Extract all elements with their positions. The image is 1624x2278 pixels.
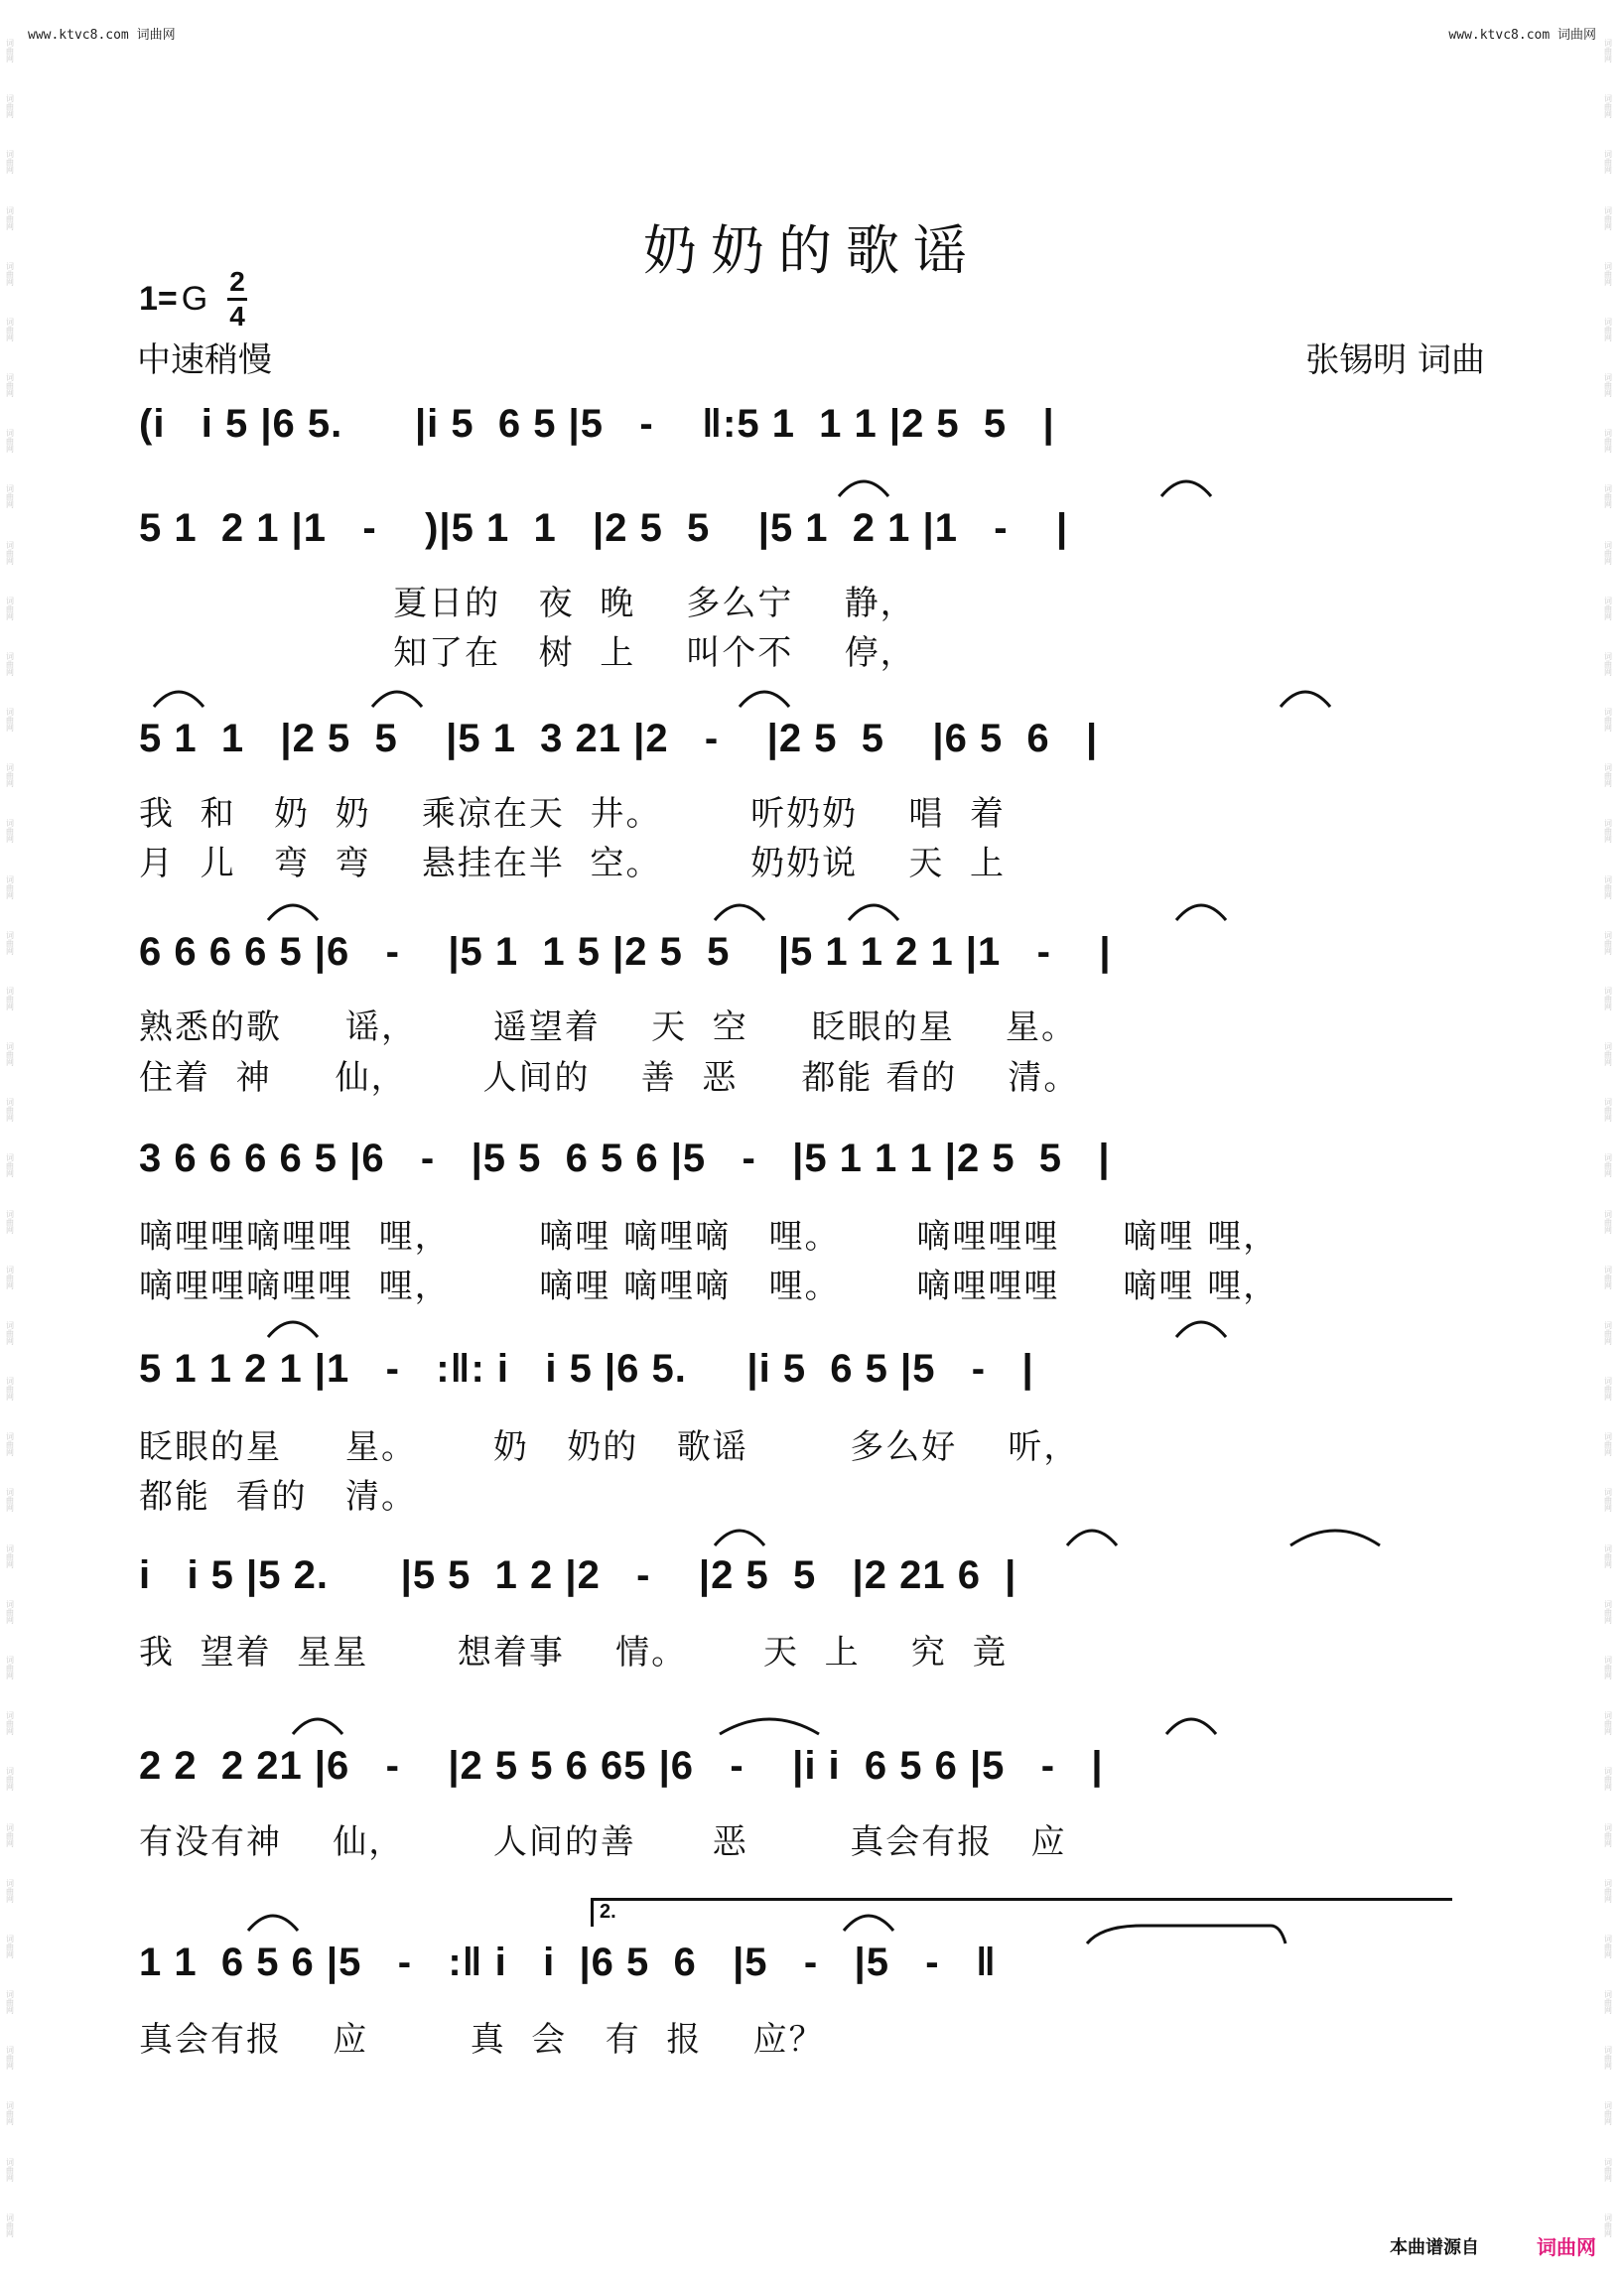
edge-watermark-mark: 词曲网 <box>6 1098 14 1124</box>
key-note: G <box>181 280 208 318</box>
tempo-marking: 中速稍慢 <box>137 340 272 380</box>
slur-mark <box>1176 905 1226 920</box>
edge-watermark-mark: 词曲网 <box>1604 986 1612 1011</box>
edge-watermark-mark: 词曲网 <box>1604 763 1612 789</box>
edge-watermark-mark: 词曲网 <box>1604 1655 1612 1680</box>
edge-watermark-mark: 词曲网 <box>6 1209 14 1235</box>
edge-watermark-mark: 词曲网 <box>1604 1042 1612 1068</box>
edge-watermark-mark: 词曲网 <box>1604 1320 1612 1346</box>
slur-mark <box>715 1531 764 1545</box>
edge-watermark-mark: 词曲网 <box>1604 819 1612 845</box>
edge-watermark-mark: 词曲网 <box>1604 596 1612 621</box>
volta-number: 2. <box>600 1901 616 1923</box>
edge-watermark-mark: 词曲网 <box>6 1878 14 1904</box>
edge-watermark-mark: 词曲网 <box>6 708 14 734</box>
edge-watermark-mark: 词曲网 <box>6 1377 14 1403</box>
slur-mark <box>268 1322 318 1337</box>
slur-mark <box>1161 481 1211 496</box>
slur-mark <box>1166 1719 1216 1734</box>
slur-mark <box>154 692 203 707</box>
edge-watermark-mark: 词曲网 <box>1604 1990 1612 2016</box>
notation-row-4: 6 6 6 6 5 |6 - |5 1 1 5 |2 5 5 |5 1 1 2 1 |1 - | <box>139 930 1112 974</box>
edge-watermark-mark: 词曲网 <box>6 1599 14 1625</box>
lyric-row-6-verse-2: 都能 看的 清。 <box>139 1477 418 1517</box>
edge-watermark-mark: 词曲网 <box>1604 94 1612 120</box>
edge-watermark-mark: 词曲网 <box>6 317 14 342</box>
edge-watermark-mark: 词曲网 <box>6 1042 14 1068</box>
notation-row-6: 5 1 1 2 1 |1 - :‖: i i 5 |6 5. |i 5 6 5 |5 - | <box>139 1347 1034 1391</box>
edge-watermark-mark: 词曲网 <box>1604 150 1612 176</box>
edge-watermark-mark: 词曲网 <box>6 1990 14 2016</box>
slur-mark <box>293 1719 342 1734</box>
edge-watermark-mark: 词曲网 <box>6 2101 14 2127</box>
notation-row-5: 3 6 6 6 6 5 |6 - |5 5 6 5 6 |5 - |5 1 1 1 |2 5 5 | <box>139 1137 1111 1180</box>
edge-watermark-mark: 词曲网 <box>1604 2046 1612 2072</box>
edge-watermark-mark: 词曲网 <box>1604 484 1612 510</box>
edge-watermark-mark: 词曲网 <box>6 2046 14 2072</box>
edge-watermark-mark: 词曲网 <box>1604 39 1612 64</box>
site-watermark-left: www.ktvc8.com 词曲网 <box>28 28 176 43</box>
edge-watermark-mark: 词曲网 <box>6 373 14 399</box>
edge-watermark-mark: 词曲网 <box>1604 1599 1612 1625</box>
slur-mark <box>1281 692 1330 707</box>
edge-watermark-mark: 词曲网 <box>1604 1098 1612 1124</box>
edge-watermark-mark: 词曲网 <box>6 874 14 900</box>
edge-watermark-mark: 词曲网 <box>1604 2101 1612 2127</box>
slur-mark <box>720 1719 819 1734</box>
lyric-row-3-verse-1: 我 和 奶 奶 乘凉在天 井。 听奶奶 唱 着 <box>139 794 1006 834</box>
edge-watermark-mark: 词曲网 <box>1604 317 1612 342</box>
edge-watermark-mark: 词曲网 <box>6 2212 14 2238</box>
lyric-row-9: 真会有报 应 真 会 有 报 应？ <box>139 2020 825 2060</box>
edge-watermark-mark: 词曲网 <box>6 651 14 677</box>
edge-watermark-mark: 词曲网 <box>1604 1432 1612 1458</box>
edge-watermark-mark: 词曲网 <box>6 1655 14 1680</box>
edge-watermark-mark: 词曲网 <box>6 1153 14 1179</box>
edge-watermark-mark: 词曲网 <box>6 429 14 455</box>
slur-mark <box>849 905 898 920</box>
edge-watermark-mark: 词曲网 <box>6 1265 14 1290</box>
lyric-row-8: 有没有神 仙， 人间的善 恶 真会有报 应 <box>139 1822 1067 1862</box>
edge-watermark-mark: 词曲网 <box>6 1822 14 1848</box>
edge-watermark-mark: 词曲网 <box>1604 1488 1612 1514</box>
notation-row-8: 2 2 2 21 |6 - |2 5 5 6 65 |6 - |i i 6 5 6 |5 - | <box>139 1744 1104 1788</box>
slur-mark <box>1067 1531 1117 1545</box>
song-title: 奶奶的歌谣 <box>643 219 981 282</box>
notation-row-7: i i 5 |5 2. |5 5 1 2 |2 - |2 5 5 |2 21 6 | <box>139 1553 1017 1597</box>
edge-watermark-mark: 词曲网 <box>1604 205 1612 231</box>
edge-watermark-mark: 词曲网 <box>1604 540 1612 566</box>
edge-watermark-mark: 词曲网 <box>1604 1265 1612 1290</box>
time-numerator: 2 <box>227 268 247 301</box>
slur-mark <box>1176 1322 1226 1337</box>
edge-watermark-mark: 词曲网 <box>6 1488 14 1514</box>
edge-watermark-mark: 词曲网 <box>1604 1934 1612 1959</box>
edge-watermark-mark: 词曲网 <box>6 596 14 621</box>
slur-mark <box>248 1916 298 1931</box>
notation-row-2: 5 1 2 1 |1 - )|5 1 1 |2 5 5 |5 1 2 1 |1 - | <box>139 506 1069 550</box>
site-watermark-right: www.ktvc8.com 词曲网 <box>1448 28 1596 43</box>
lyric-row-5-verse-1: 嘀哩哩嘀哩哩 哩， 嘀哩 嘀哩嘀 哩。 嘀哩哩哩 嘀哩 哩， <box>139 1217 1280 1257</box>
edge-watermark-mark: 词曲网 <box>6 1432 14 1458</box>
edge-watermark-mark: 词曲网 <box>1604 1209 1612 1235</box>
lyric-row-6-verse-1: 眨眼的星 星。 奶 奶的 歌谣 多么好 听， <box>139 1427 1080 1467</box>
edge-watermark-mark: 词曲网 <box>6 1934 14 1959</box>
slur-mark <box>715 905 764 920</box>
edge-watermark-mark: 词曲网 <box>1604 1377 1612 1403</box>
lyric-row-5-verse-2: 嘀哩哩嘀哩哩 哩， 嘀哩 嘀哩嘀 哩。 嘀哩哩哩 嘀哩 哩， <box>139 1267 1280 1306</box>
lyric-row-7: 我 望着 星星 想着事 情。 天 上 究 竟 <box>139 1633 1009 1673</box>
edge-watermark-mark: 词曲网 <box>6 261 14 287</box>
edge-watermark-mark: 词曲网 <box>1604 651 1612 677</box>
edge-watermark-mark: 词曲网 <box>6 150 14 176</box>
notation-row-1: (i i 5 |6 5. |i 5 6 5 |5 - ‖:5 1 1 1 |2 5 5 | <box>139 402 1055 446</box>
edge-watermark-mark: 词曲网 <box>1604 2212 1612 2238</box>
notation-row-9: 1 1 6 5 6 |5 - :‖ i i |6 5 6 |5 - |5 - ‖ <box>139 1941 997 1984</box>
slur-mark <box>844 1916 893 1931</box>
lyric-row-4-verse-1: 熟悉的歌 谣， 遥望着 天 空 眨眼的星 星。 <box>139 1007 1077 1047</box>
composer-credit: 张锡明 词曲 <box>1305 340 1485 380</box>
slur-mark <box>1290 1531 1380 1545</box>
edge-watermark-mark: 词曲网 <box>6 930 14 956</box>
edge-watermark-mark: 词曲网 <box>1604 1153 1612 1179</box>
edge-watermark-mark: 词曲网 <box>1604 874 1612 900</box>
edge-watermark-mark: 词曲网 <box>6 484 14 510</box>
lyric-row-2-verse-2: 知了在 树 上 叫个不 停， <box>139 633 916 673</box>
slur-mark <box>839 481 888 496</box>
notation-row-3: 5 1 1 |2 5 5 |5 1 3 21 |2 - |2 5 5 |6 5 6 | <box>139 717 1099 760</box>
lyric-row-4-verse-2: 住着 神 仙， 人间的 善 恶 都能 看的 清。 <box>139 1058 1080 1098</box>
lyric-row-3-verse-2: 月 儿 弯 弯 悬挂在半 空。 奶奶说 天 上 <box>139 844 1006 883</box>
key-label: 1= <box>139 280 178 318</box>
edge-watermark-mark: 词曲网 <box>1604 1711 1612 1737</box>
edge-watermark-mark: 词曲网 <box>6 1767 14 1793</box>
site-logo[interactable]: 词曲网 <box>1537 2235 1596 2259</box>
edge-watermark-mark: 词曲网 <box>6 1320 14 1346</box>
edge-watermark-mark: 词曲网 <box>6 540 14 566</box>
edge-watermark-mark: 词曲网 <box>1604 930 1612 956</box>
edge-watermark-mark: 词曲网 <box>1604 708 1612 734</box>
edge-watermark-mark: 词曲网 <box>6 1543 14 1569</box>
edge-watermark-mark: 词曲网 <box>6 763 14 789</box>
time-denominator: 4 <box>229 301 245 332</box>
slur-mark <box>372 692 422 707</box>
slur-mark <box>268 905 318 920</box>
edge-watermark-mark: 词曲网 <box>1604 429 1612 455</box>
edge-watermark-mark: 词曲网 <box>6 205 14 231</box>
edge-watermark-mark: 词曲网 <box>1604 261 1612 287</box>
edge-watermark-mark: 词曲网 <box>1604 1543 1612 1569</box>
lyric-row-2-verse-1: 夏日的 夜 晚 多么宁 静， <box>139 584 916 623</box>
edge-watermark-mark: 词曲网 <box>6 986 14 1011</box>
edge-watermark-mark: 词曲网 <box>6 2157 14 2183</box>
slur-mark <box>1087 1926 1286 1943</box>
edge-watermark-mark: 词曲网 <box>1604 2157 1612 2183</box>
edge-watermark-mark: 词曲网 <box>6 94 14 120</box>
edge-watermark-mark: 词曲网 <box>1604 1767 1612 1793</box>
edge-watermark-mark: 词曲网 <box>6 819 14 845</box>
edge-watermark-mark: 词曲网 <box>1604 1822 1612 1848</box>
source-label: 本曲谱源自 <box>1390 2237 1479 2258</box>
slur-mark <box>740 692 789 707</box>
edge-watermark-mark: 词曲网 <box>1604 373 1612 399</box>
edge-watermark-mark: 词曲网 <box>6 39 14 64</box>
edge-watermark-mark: 词曲网 <box>1604 1878 1612 1904</box>
edge-watermark-mark: 词曲网 <box>6 1711 14 1737</box>
